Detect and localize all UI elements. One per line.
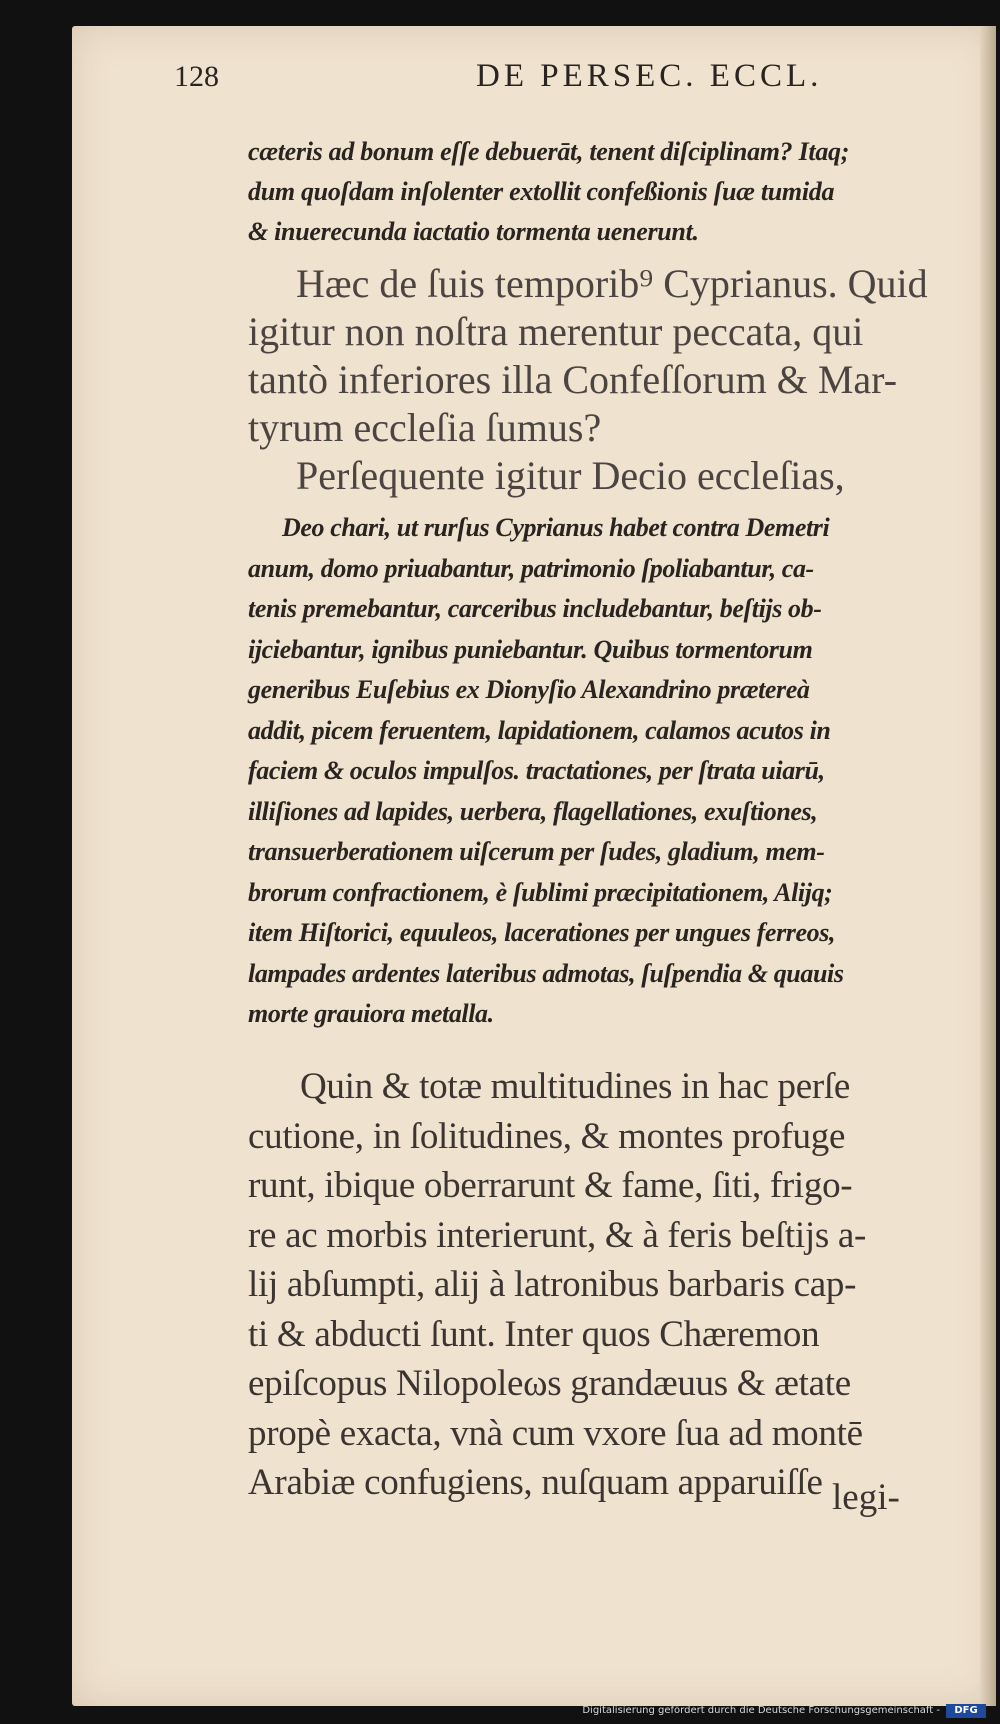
page-gutter-shadow <box>980 26 996 1706</box>
text-line: propè exacta, vnà cum vxore ſua ad montē <box>248 1412 863 1454</box>
dfg-logo: DFG <box>946 1704 986 1718</box>
text-line: runt, ibique oberrarunt & fame, ſiti, frigo- <box>248 1165 853 1206</box>
text-line: cutione, in ſolitudines, & montes profuge <box>248 1115 846 1157</box>
text-line: igitur non noſtra merentur peccata, qui <box>248 309 864 354</box>
text-line: generibus Euſebius ex Dionyſio Alexandrino prætereà <box>248 675 810 704</box>
text-line: faciem & oculos impulſos. tractationes, per ſtrata uiarū, <box>248 756 825 785</box>
text-line: Hæc de ſuis temporib⁹ Cyprianus. Quid <box>296 261 928 306</box>
text-line: epiſcopus Nilopoleωs grandæuus & ætate <box>248 1363 851 1404</box>
text-line: ti & abducti ſunt. Inter quos Chæremon <box>248 1313 820 1355</box>
text-line: Quin & totæ multitudines in hac perſe <box>300 1066 850 1107</box>
page-header <box>174 60 894 104</box>
text-line: ijciebantur, ignibus puniebantur. Quibus tormentorum <box>248 634 813 664</box>
text-line: cæteris ad bonum eſſe debuerāt, tenent diſciplinam? Itaq; <box>248 137 850 166</box>
text-line: tantò inferiores illa Confeſſorum & Mar- <box>248 357 898 402</box>
text-line: anum, domo priuabantur, patrimonio ſpoliabantur, ca- <box>248 553 814 583</box>
text-line: & inuerecunda iactatio tormenta uenerunt. <box>248 217 699 246</box>
roman-passage-2 <box>248 1062 902 1508</box>
text-line: item Hiſtorici, equuleos, lacerationes per ungues ferreos, <box>248 918 836 947</box>
text-line: addit, picem feruentem, lapidationem, calamos acutos in <box>248 715 831 745</box>
catchword: legi- <box>832 1477 900 1518</box>
text-line: morte grauiora metalla. <box>248 999 494 1028</box>
text-line: transuerberationem uiſcerum per ſudes, gladium, mem- <box>248 837 825 866</box>
text-line: lampades ardentes lateribus admotas, ſuſpendia & quauis <box>248 958 844 988</box>
page-number: 128 <box>174 60 219 93</box>
text-line: tyrum eccleſia ſumus? <box>248 405 602 450</box>
text-line: Deo chari, ut rurſus Cyprianus habet contra Demetri <box>282 513 830 542</box>
italic-passage-2 <box>248 508 902 1035</box>
text-line: Perſequente igitur Decio eccleſias, <box>296 453 845 498</box>
text-line: brorum confractionem, è ſublimi præcipitationem, Alijq; <box>248 877 833 907</box>
text-line: Arabiæ confugiens, nuſquam apparuiſſe <box>248 1462 823 1503</box>
text-line: dum quoſdam inſolenter extollit confeßionis ſuæ tumida <box>248 177 835 206</box>
roman-passage-1 <box>248 260 928 500</box>
text-line: tenis premebantur, carceribus includebantur, beſtijs ob- <box>248 594 822 623</box>
digitization-credit: Digitalisierung gefördert durch die Deutsche Forschungsgemeinschaft - <box>582 1705 940 1716</box>
text-line: re ac morbis interierunt, & à feris beſtijs a- <box>248 1214 867 1256</box>
text-line: illiſiones ad lapides, uerbera, flagellationes, exuſtiones, <box>248 796 818 826</box>
text-line: lij abſumpti, alij à latronibus barbaris cap- <box>248 1264 857 1305</box>
italic-passage-1 <box>248 132 902 252</box>
running-head: DE PERSEC. ECCL. <box>476 58 823 94</box>
